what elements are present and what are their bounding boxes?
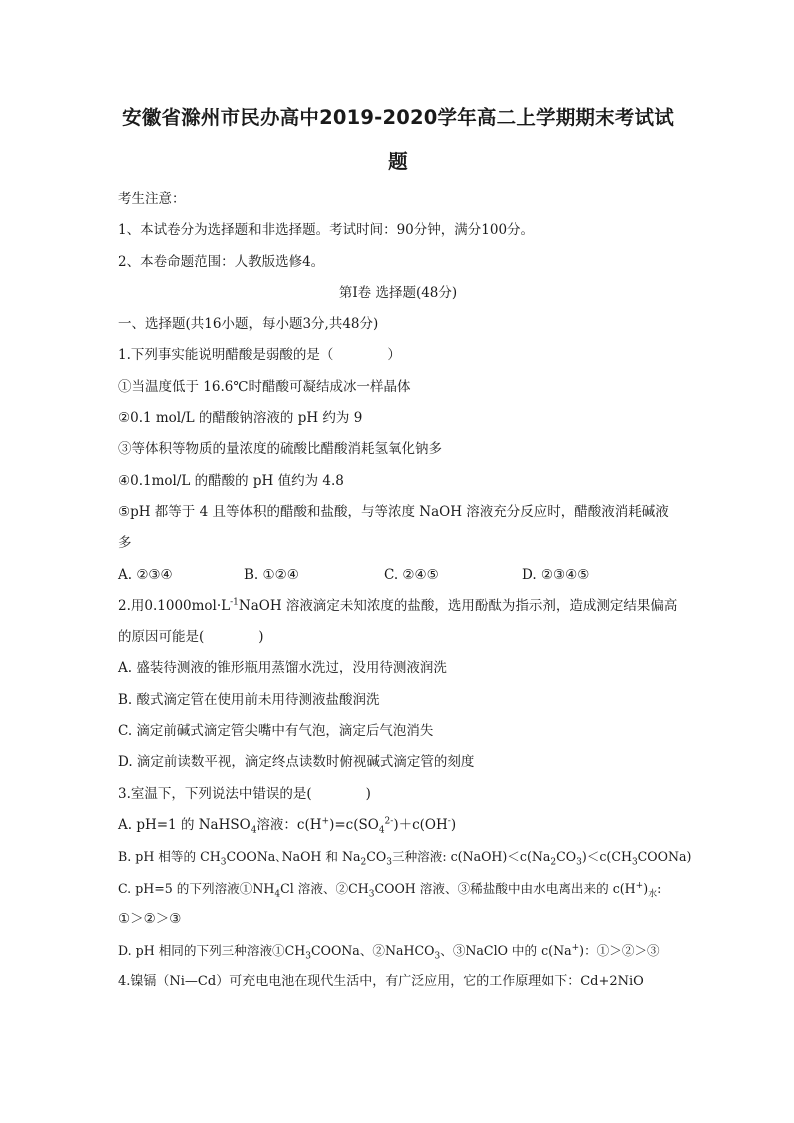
q3-a-sup: - xyxy=(447,816,451,827)
q3-a-text: 溶液：c(H xyxy=(256,816,322,833)
q3-c-text: C. pH=5 的下列溶液①NH xyxy=(118,880,275,896)
q3-c-text: ) xyxy=(643,880,649,896)
section-title: 第Ⅰ卷 选择题(48分) xyxy=(338,284,458,301)
q3-option-c[interactable] xyxy=(118,873,678,904)
document-title: 安徽省滁州市民办高中2019-2020学年高二上学期期末考试试题 xyxy=(122,106,674,173)
q2-option-d[interactable]: D. 滴定前读数平视，滴定终点读数时俯视碱式滴定管的刻度 xyxy=(118,754,475,771)
q3-c-sub: 4 xyxy=(274,889,281,900)
q3-b-text: )＜c(CH xyxy=(581,849,632,865)
q3-b-sub: 3 xyxy=(386,857,392,868)
q1-statement-5: ⑤pH 都等于 4 且等体积的醋酸和盐酸，与等浓度 NaOH 溶液充分反应时，醋酸液消耗碱液多 xyxy=(118,503,669,552)
q3-d-text: 、③NaClO 中的 c(Na xyxy=(440,943,572,959)
q1-statement-2: ②0.1 mol/L 的醋酸钠溶液的 pH 约为 9 xyxy=(118,410,363,427)
q1-options xyxy=(118,560,678,591)
q3-b-sub: 2 xyxy=(550,857,557,868)
q3-c-text: Cl 溶液、②CH xyxy=(280,880,369,896)
q3-c-sub: 3 xyxy=(368,889,375,900)
q3-b-sub: 3 xyxy=(631,857,638,868)
q2-stem-b: NaOH 溶液滴定未知浓度的盐酸，选用酚酞为指示剂，造成测定结果偏高的原因可能是( ) xyxy=(118,597,678,646)
document-page xyxy=(118,96,692,998)
q2-stem-a: 2.用0.1000mol·L xyxy=(118,597,231,614)
q3-b-sub: 3 xyxy=(576,857,582,868)
q2-option-c[interactable]: C. 滴定前碱式滴定管尖嘴中有气泡，滴定后气泡消失 xyxy=(118,723,434,740)
q3-stem: 3.室温下，下列说法中错误的是( ) xyxy=(118,785,371,802)
q2-stem xyxy=(118,591,678,654)
notice-heading: 考生注意： xyxy=(118,191,186,207)
q3-option-b[interactable] xyxy=(118,841,692,872)
q3-c-text: : xyxy=(657,880,662,896)
notice-item-1: 1、本试卷分为选择题和非选择题。考试时间：90分钟，满分100分。 xyxy=(118,222,535,239)
q3-d-text: )：①＞②＞③ xyxy=(579,943,660,959)
q3-a-sup: + xyxy=(321,816,330,827)
q3-d-sub: 3 xyxy=(434,951,441,962)
q1-stem: 1.下列事实能说明醋酸是弱酸的是（ ） xyxy=(118,347,401,364)
q3-d-text: COONa、②NaHCO xyxy=(311,943,435,959)
part-title: 一、选择题(共16小题，每小题3分,共48分) xyxy=(118,316,379,333)
q2-stem-sup: -1 xyxy=(230,597,239,608)
q3-a-text: )=c(SO xyxy=(329,816,379,833)
q3-a-text: ) xyxy=(450,816,457,833)
q1-statement-1: ①当温度低于 16.6℃时醋酸可凝结成冰一样晶体 xyxy=(118,378,411,395)
q1-statement-4: ④0.1mol/L 的醋酸的 pH 值约为 4.8 xyxy=(118,472,344,489)
q2-option-b[interactable]: B. 酸式滴定管在使用前未用待测液盐酸润洗 xyxy=(118,691,380,708)
q1-option-d[interactable]: D. ②③④⑤ xyxy=(522,566,590,583)
q1-option-b[interactable]: B. ①②④ xyxy=(244,566,299,583)
q3-option-d[interactable] xyxy=(118,935,678,966)
q3-a-sub: 4 xyxy=(378,825,385,836)
q3-d-text: D. pH 相同的下列三种溶液①CH xyxy=(118,943,306,959)
q3-a-sup: 2- xyxy=(384,816,394,827)
q1-option-c[interactable]: C. ②④⑤ xyxy=(384,566,439,583)
q2-option-a[interactable]: A. 盛装待测液的锥形瓶用蒸馏水洗过，没用待测液润洗 xyxy=(118,660,447,677)
q3-b-sub: 3 xyxy=(220,857,227,868)
notice-item-2: 2、本卷命题范围：人教版选修4。 xyxy=(118,253,325,270)
q3-option-a[interactable] xyxy=(118,810,678,841)
q3-d-sub: 3 xyxy=(305,951,311,962)
q3-b-text: COONa) xyxy=(637,849,692,865)
q3-b-text: CO xyxy=(366,849,387,865)
q3-a-text: A. pH=1 的 NaHSO xyxy=(118,816,251,833)
q3-d-sup: + xyxy=(571,942,580,953)
q3-b-sub: 2 xyxy=(360,857,367,868)
q3-a-sub: 4 xyxy=(250,825,257,836)
q3-a-text: )＋c(OH xyxy=(393,816,448,833)
q3-option-c-cont: ①＞②＞③ xyxy=(118,910,182,927)
q3-c-sub: 水 xyxy=(648,889,658,900)
q1-statement-3: ③等体积等物质的量浓度的硫酸比醋酸消耗氢氧化钠多 xyxy=(118,441,442,458)
q1-option-a[interactable]: A. ②③④ xyxy=(118,566,173,583)
q3-c-sup: + xyxy=(635,880,644,891)
q3-b-text: CO xyxy=(556,849,577,865)
q3-b-text: COONa､NaOH 和 Na xyxy=(226,849,361,865)
q3-b-text: B. pH 相等的 CH xyxy=(118,849,221,865)
q4-stem: 4.镍镉（Ni—Cd）可充电电池在现代生活中，有广泛应用，它的工作原理如下：Cd+2NiO xyxy=(118,974,644,990)
q3-b-text: 三种溶液: c(NaOH)＜c(Na xyxy=(391,849,551,865)
q3-c-text: COOH 溶液、③稀盐酸中由水电离出来的 c(H xyxy=(374,880,636,896)
